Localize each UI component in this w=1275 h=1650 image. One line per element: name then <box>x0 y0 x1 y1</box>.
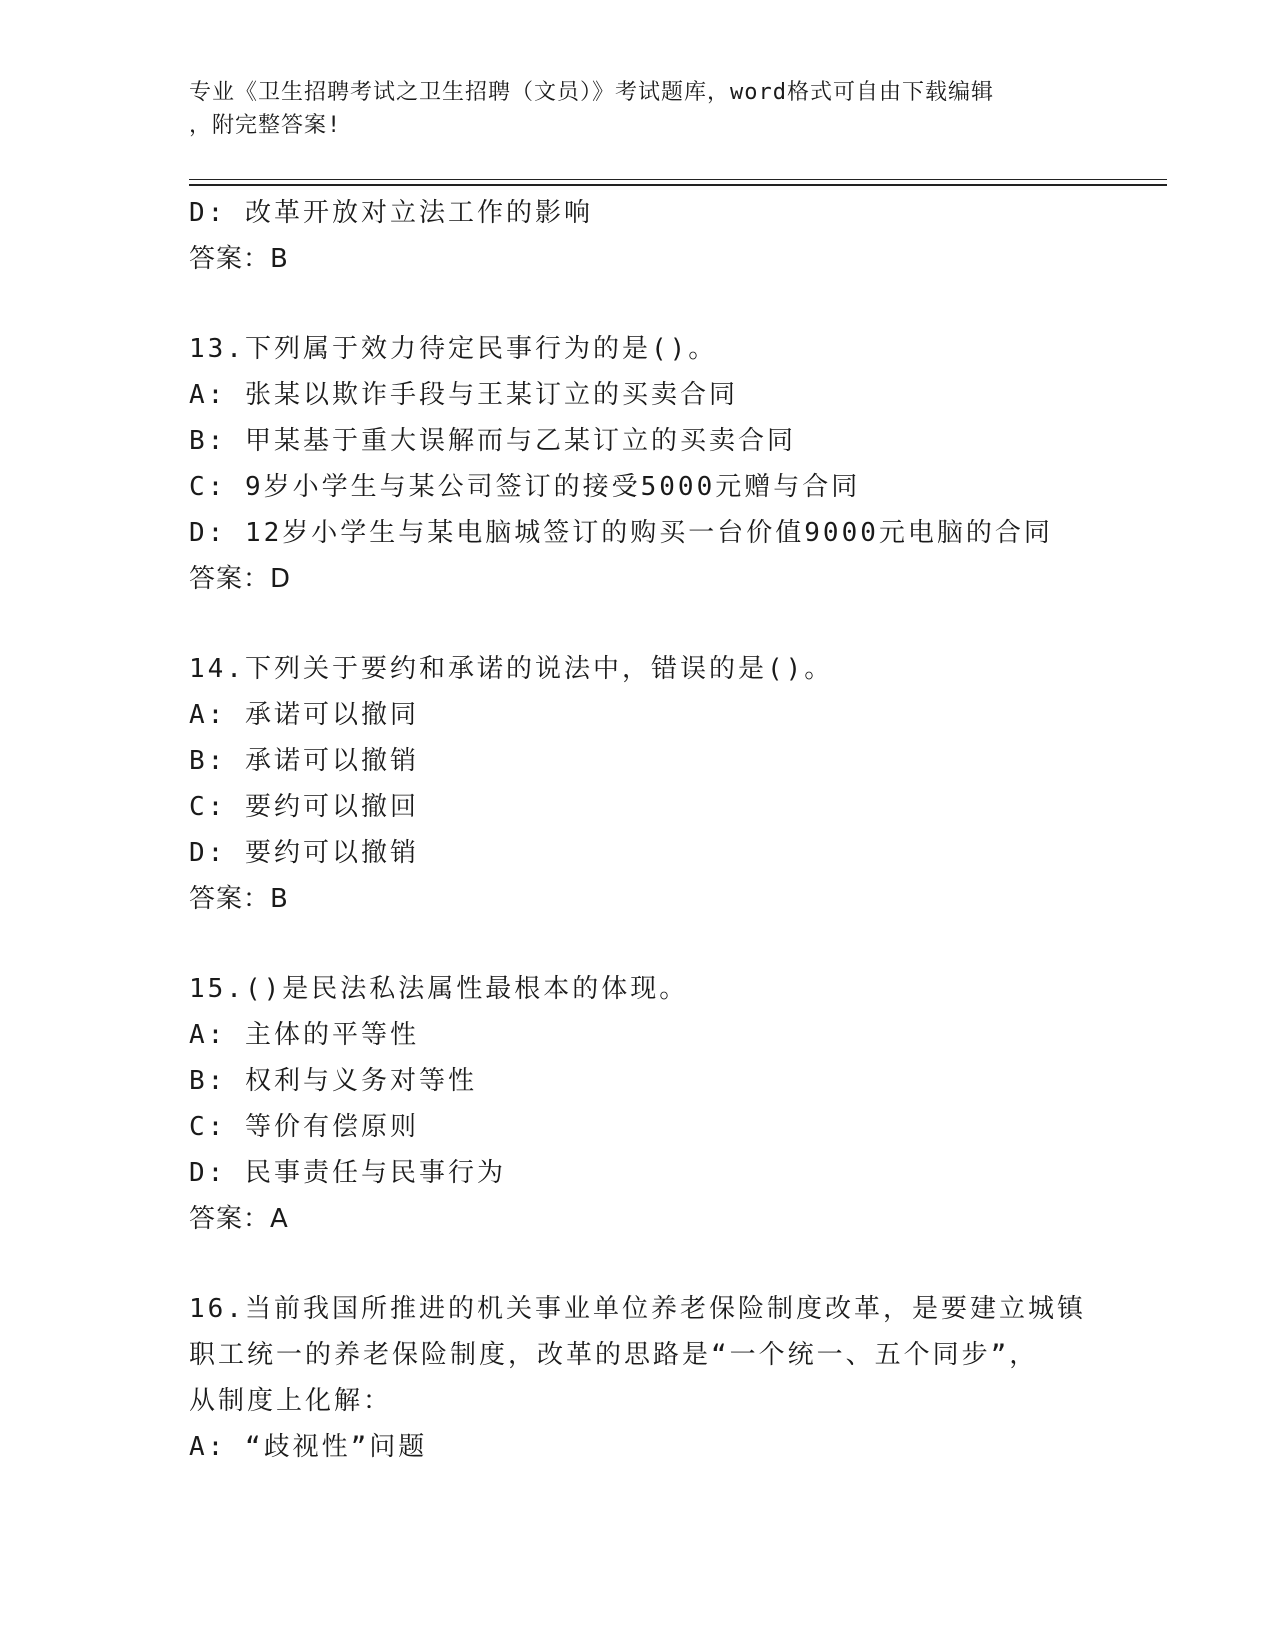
question-stem-line-1: 16.当前我国所推进的机关事业单位养老保险制度改革，是要建立城镇 <box>189 1294 1086 1324</box>
previous-question-tail <box>189 190 1149 282</box>
header-divider-thick <box>189 184 1167 186</box>
option-d: D: 民事责任与民事行为 <box>189 1158 506 1188</box>
question-list <box>189 190 1149 1470</box>
answer-line: 答案：D <box>189 564 292 594</box>
answer-line: 答案：B <box>189 244 289 274</box>
question-15 <box>189 966 1149 1242</box>
option-d: D: 12岁小学生与某电脑城签订的购买一台价值9000元电脑的合同 <box>189 518 1053 548</box>
option-c: C: 9岁小学生与某公司签订的接受5000元赠与合同 <box>189 472 861 502</box>
header-title-line-1: 专业《卫生招聘考试之卫生招聘（文员）》考试题库，word格式可自由下载编辑 <box>189 80 994 105</box>
question-stem-line-2: 职工统一的养老保险制度，改革的思路是“一个统一、五个同步”， <box>189 1340 1039 1370</box>
option-a: A: 承诺可以撤同 <box>189 700 419 730</box>
question-16 <box>189 1286 1149 1470</box>
option-c: C: 等价有偿原则 <box>189 1112 419 1142</box>
option-b: B: 权利与义务对等性 <box>189 1066 477 1096</box>
option-a: A: “歧视性”问题 <box>189 1432 428 1462</box>
question-stem: 14.下列关于要约和承诺的说法中，错误的是()。 <box>189 654 834 684</box>
option-c: C: 要约可以撤回 <box>189 792 419 822</box>
question-stem-line-3: 从制度上化解： <box>189 1386 393 1416</box>
answer-line: 答案：B <box>189 884 289 914</box>
answer-line: 答案：A <box>189 1204 289 1234</box>
option-d: D: 要约可以撤销 <box>189 838 419 868</box>
question-stem: 15.()是民法私法属性最根本的体现。 <box>189 974 689 1004</box>
option-b: B: 甲某基于重大误解而与乙某订立的买卖合同 <box>189 426 796 456</box>
question-14 <box>189 646 1149 922</box>
option-a: A: 张某以欺诈手段与王某订立的买卖合同 <box>189 380 738 410</box>
option-b: B: 承诺可以撤销 <box>189 746 419 776</box>
header-divider-thin <box>189 179 1167 180</box>
question-stem: 13.下列属于效力待定民事行为的是()。 <box>189 334 718 364</box>
option-d: D: 改革开放对立法工作的影响 <box>189 198 593 228</box>
question-13 <box>189 326 1149 602</box>
header-title-line-2: ，附完整答案! <box>189 113 342 138</box>
document-header <box>189 76 1089 142</box>
option-a: A: 主体的平等性 <box>189 1020 419 1050</box>
